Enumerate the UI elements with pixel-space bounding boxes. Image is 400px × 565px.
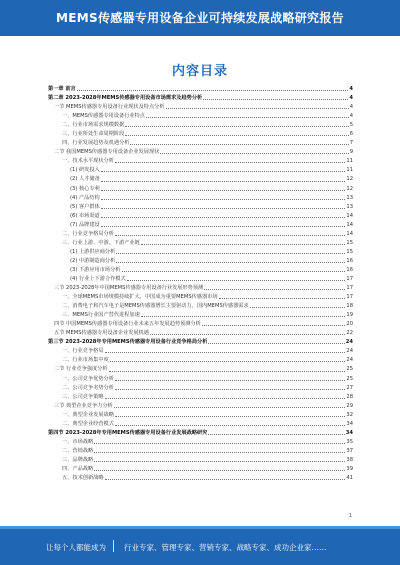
toc-entry[interactable] bbox=[48, 438, 353, 447]
toc-entry[interactable] bbox=[48, 393, 353, 402]
toc-entry-title: 三节 2023-2028年中国MEMS传感器专用设备行业发展形势预测 bbox=[54, 285, 204, 292]
toc-leader-dots bbox=[125, 135, 348, 136]
toc-entry-page: 16 bbox=[346, 266, 353, 273]
toc-entry[interactable] bbox=[48, 166, 353, 175]
toc-entry[interactable] bbox=[48, 356, 353, 365]
header-banner bbox=[0, 0, 400, 36]
toc-leader-dots bbox=[115, 416, 346, 417]
toc-leader-dots bbox=[105, 352, 346, 353]
toc-entry-title: (4) 产品结构 bbox=[70, 194, 100, 201]
toc-entry[interactable] bbox=[48, 185, 353, 194]
toc-leader-dots bbox=[94, 461, 345, 462]
toc-entry[interactable] bbox=[48, 139, 353, 148]
toc-entry-title: 一、全球MEMS市场规模持续扩大，中国成为重要MEMS传感器市场 bbox=[62, 294, 218, 301]
toc-entry[interactable] bbox=[48, 420, 353, 429]
toc-leader-dots bbox=[101, 217, 346, 218]
toc-entry-page: 24 bbox=[345, 339, 353, 346]
toc-entry-title: (4) 行业上下游合作模式 bbox=[70, 275, 126, 282]
toc-entry-page: 32 bbox=[346, 411, 353, 418]
toc-entry-page: 29 bbox=[346, 402, 353, 409]
toc-entry-page: 14 bbox=[346, 230, 353, 237]
toc-entry[interactable] bbox=[48, 365, 353, 374]
toc-entry-page: 41 bbox=[346, 475, 353, 482]
toc-entry-title: 三、公司竞争策略 bbox=[62, 393, 104, 400]
toc-leader-dots bbox=[94, 443, 345, 444]
toc-entry-page: 7 bbox=[349, 140, 353, 147]
toc-entry-title: (2) 中游制造商分析 bbox=[70, 257, 116, 264]
toc-entry[interactable] bbox=[48, 429, 353, 438]
toc-entry-page: 15 bbox=[346, 239, 353, 246]
toc-entry-page: 35 bbox=[346, 438, 353, 445]
toc-entry-page: 22 bbox=[346, 330, 353, 337]
toc-entry[interactable] bbox=[48, 112, 353, 121]
toc-leader-dots bbox=[166, 108, 349, 109]
toc-entry[interactable] bbox=[48, 411, 353, 420]
toc-leader-dots bbox=[101, 226, 346, 227]
toc-leader-dots bbox=[141, 244, 346, 245]
toc-entry[interactable] bbox=[48, 121, 353, 130]
toc-leader-dots bbox=[105, 479, 346, 480]
toc-entry[interactable] bbox=[48, 275, 353, 284]
toc-entry-page: 11 bbox=[346, 167, 353, 174]
toc-entry-title: 四节 中国MEMS传感器专用设备行业未来五年发展趋势预测分析 bbox=[54, 321, 201, 328]
toc-entry-title: 一、行业竞争格局 bbox=[62, 348, 104, 355]
toc-leader-dots bbox=[208, 343, 344, 344]
footer-divider bbox=[113, 540, 114, 552]
toc-entry[interactable] bbox=[48, 266, 353, 275]
toc-entry[interactable] bbox=[48, 293, 353, 302]
toc-leader-dots bbox=[125, 126, 348, 127]
toc-entry-page: 37 bbox=[346, 447, 353, 454]
toc-leader-dots bbox=[110, 361, 346, 362]
toc-entry-page: 25 bbox=[346, 366, 353, 373]
toc-entry-title: 一、技术水平现状分析 bbox=[62, 158, 114, 165]
toc-entry-page: 16 bbox=[346, 257, 353, 264]
toc-leader-dots bbox=[116, 262, 345, 263]
toc-leader-dots bbox=[115, 162, 346, 163]
toc-entry-page: 13 bbox=[346, 194, 353, 201]
toc-leader-dots bbox=[77, 90, 349, 91]
toc-entry[interactable] bbox=[48, 456, 353, 465]
toc-entry-title: 四、产品战略 bbox=[62, 465, 94, 472]
toc-leader-dots bbox=[115, 425, 346, 426]
toc-entry-page: 5 bbox=[349, 122, 353, 129]
toc-entry-page: 25 bbox=[346, 375, 353, 382]
toc-entry-page: 4 bbox=[349, 104, 353, 111]
toc-entry-title: (5) 客户群体 bbox=[70, 203, 100, 210]
toc-leader-dots bbox=[101, 190, 346, 191]
toc-entry[interactable] bbox=[48, 257, 353, 266]
footer-accent-strip bbox=[0, 526, 400, 529]
toc-entry-page: 12 bbox=[346, 185, 353, 192]
toc-entry-title: 三、MEMS行业国产替代进程加速 bbox=[62, 312, 140, 319]
toc-entry-page: 4 bbox=[349, 95, 353, 102]
toc-entry-page: 11 bbox=[346, 158, 353, 165]
toc-leader-dots bbox=[250, 307, 346, 308]
toc-entry[interactable] bbox=[48, 447, 353, 456]
toc-entry-title: (6) 市场渠道 bbox=[70, 212, 100, 219]
toc-entry[interactable] bbox=[48, 103, 353, 112]
toc-entry-page: 38 bbox=[346, 456, 353, 463]
toc-entry-page: 24 bbox=[346, 357, 353, 364]
toc-entry-title: (3) 核心专利 bbox=[70, 185, 100, 192]
toc-entry-page: 34 bbox=[346, 420, 353, 427]
toc-entry-title: 二节 行业竞争强度分析 bbox=[54, 366, 108, 373]
toc-entry[interactable] bbox=[48, 239, 353, 248]
toc-leader-dots bbox=[109, 371, 346, 372]
toc-leader-dots bbox=[122, 271, 346, 272]
toc-entry[interactable] bbox=[48, 203, 353, 212]
toc-entry[interactable] bbox=[48, 230, 353, 239]
toc-leader-dots bbox=[101, 208, 346, 209]
toc-entry[interactable] bbox=[48, 465, 353, 474]
toc-entry[interactable] bbox=[48, 212, 353, 221]
toc-leader-dots bbox=[202, 325, 346, 326]
toc-entry-title: 一、典型企业发展战略 bbox=[62, 411, 114, 418]
toc-entry-page: 27 bbox=[346, 384, 353, 391]
toc-leader-dots bbox=[219, 298, 346, 299]
toc-entry-title: 二节 我国MEMS传感器专用设备企业发展现状 bbox=[54, 149, 160, 156]
toc-entry-title: (1) 研发投入 bbox=[70, 167, 100, 174]
toc-entry[interactable] bbox=[48, 402, 353, 411]
toc-entry[interactable] bbox=[48, 338, 353, 347]
toc-entry-page: 4 bbox=[349, 86, 353, 92]
toc-entry[interactable] bbox=[48, 311, 353, 320]
toc-leader-dots bbox=[116, 253, 345, 254]
toc-leader-dots bbox=[105, 398, 346, 399]
toc-entry-page: 13 bbox=[346, 203, 353, 210]
toc-entry-title: 二、行业竞争格局分析 bbox=[62, 230, 114, 237]
toc-entry-title: 一、公司竞争优势分析 bbox=[62, 375, 114, 382]
footer-slogan-left: 让每个人都能成为 bbox=[46, 543, 106, 552]
toc-leader-dots bbox=[204, 289, 345, 290]
toc-leader-dots bbox=[101, 199, 346, 200]
toc-leader-dots bbox=[101, 171, 346, 172]
toc-entry-title: 三、品牌战略 bbox=[62, 456, 94, 463]
toc-leader-dots bbox=[127, 280, 346, 281]
toc-leader-dots bbox=[101, 181, 346, 182]
toc-entry[interactable] bbox=[48, 194, 353, 203]
toc-entry-page: 19 bbox=[346, 312, 353, 319]
toc-entry[interactable] bbox=[48, 347, 353, 356]
toc-entry-title: 一、MEMS传感器专用设备行业特点 bbox=[62, 113, 145, 120]
toc-entry[interactable] bbox=[48, 130, 353, 139]
toc-entry-title: 第三节 2023-2028年专用MEMS传感器专用设备行业竞争格局分析 bbox=[48, 339, 208, 346]
toc-entry-page: 18 bbox=[346, 303, 353, 310]
toc-entry-title: 三节 典型企业竞争力分析 bbox=[54, 402, 113, 409]
page-number: 1 bbox=[348, 513, 352, 519]
toc-entry[interactable] bbox=[48, 329, 353, 338]
toc-entry-page: 20 bbox=[346, 321, 353, 328]
toc-entry-title: 二、行业市场集中度 bbox=[62, 357, 109, 364]
toc-entry-title: 一节 MEMS传感器专用设备行业现状及特点分析 bbox=[54, 104, 165, 111]
toc-entry-page: 9 bbox=[349, 149, 353, 156]
toc-entry[interactable] bbox=[48, 474, 353, 483]
toc-leader-dots bbox=[146, 117, 349, 118]
toc-entry-title: (7) 品牌建设 bbox=[70, 221, 100, 228]
toc-entry-page: 4 bbox=[349, 113, 353, 120]
toc-leader-dots bbox=[94, 470, 345, 471]
toc-leader-dots bbox=[94, 452, 345, 453]
toc-leader-dots bbox=[141, 316, 346, 317]
toc-entry-page: 28 bbox=[346, 393, 353, 400]
toc-list bbox=[48, 85, 353, 483]
toc-entry[interactable] bbox=[48, 148, 353, 157]
toc-entry-title: 四、行业发展趋势及机遇分析 bbox=[62, 140, 130, 147]
toc-entry-title: (2) 人才储备 bbox=[70, 176, 100, 183]
toc-heading: 内容目录 bbox=[171, 64, 228, 79]
toc-entry-title: 二、典型企业经营模式 bbox=[62, 420, 114, 427]
toc-entry[interactable] bbox=[48, 94, 353, 103]
toc-leader-dots bbox=[160, 153, 348, 154]
toc-entry-title: (1) 上游供应商分析 bbox=[70, 248, 116, 255]
toc-entry-title: 二、营销战略 bbox=[62, 447, 94, 454]
toc-entry-page: 24 bbox=[346, 348, 353, 355]
toc-entry-page: 17 bbox=[346, 294, 353, 301]
toc-entry[interactable] bbox=[48, 375, 353, 384]
toc-leader-dots bbox=[208, 434, 344, 435]
toc-leader-dots bbox=[150, 334, 345, 335]
toc-entry-page: 12 bbox=[346, 176, 353, 183]
toc-entry-title: 三、行业所处生命周期阶段 bbox=[62, 131, 125, 138]
toc-entry[interactable] bbox=[48, 302, 353, 311]
toc-entry[interactable] bbox=[48, 284, 353, 293]
toc-entry-page: 34 bbox=[345, 429, 353, 436]
toc-entry-title: 第二章 2023-2028年MEMS传感器专用设备市场需求及趋势分析 bbox=[48, 95, 203, 102]
toc-entry[interactable] bbox=[48, 157, 353, 166]
toc-entry-title: 第四节 2023-2028年专用MEMS传感器专用设备行业发展战略研究 bbox=[48, 429, 208, 436]
toc-entry[interactable] bbox=[48, 85, 353, 94]
toc-entry-page: 39 bbox=[346, 465, 353, 472]
toc-entry-page: 14 bbox=[346, 212, 353, 219]
toc-entry[interactable] bbox=[48, 320, 353, 329]
toc-leader-dots bbox=[130, 144, 348, 145]
toc-leader-dots bbox=[114, 407, 346, 408]
toc-entry-page: 17 bbox=[346, 285, 353, 292]
toc-entry-title: 二、行业市场需求规模数据 bbox=[62, 122, 125, 129]
toc-entry-title: 五、技术创新战略 bbox=[62, 475, 104, 482]
toc-entry-title: 二、公司竞争劣势分析 bbox=[62, 384, 114, 391]
toc-leader-dots bbox=[115, 389, 346, 390]
footer-slogan-right: 行业专家、管理专家、营销专家、战略专家、成功企业家…… bbox=[124, 543, 327, 552]
toc-entry-title: 第一章 前言 bbox=[48, 86, 76, 92]
toc-entry-page: 15 bbox=[346, 248, 353, 255]
toc-entry-page: 17 bbox=[346, 275, 353, 282]
toc-entry-title: 五节 MEMS传感器专用设备企业发展机遇 bbox=[54, 330, 149, 337]
report-title: MEMS传感器专用设备企业可持续发展战略研究报告 bbox=[56, 11, 344, 25]
toc-entry[interactable] bbox=[48, 175, 353, 184]
toc-leader-dots bbox=[115, 235, 346, 236]
toc-entry[interactable] bbox=[48, 221, 353, 230]
toc-entry-page: 6 bbox=[349, 131, 353, 138]
toc-entry-title: 一、市场战略 bbox=[62, 438, 94, 445]
footer-banner bbox=[0, 526, 400, 565]
toc-entry[interactable] bbox=[48, 384, 353, 393]
toc-entry-title: 三、行业上游、中游、下游产业链 bbox=[62, 239, 140, 246]
toc-entry[interactable] bbox=[48, 248, 353, 257]
toc-leader-dots bbox=[115, 380, 346, 381]
toc-entry-title: (3) 下游应用市场分析 bbox=[70, 266, 121, 273]
toc-entry-title: 二、消费电子和汽车电子是MEMS传感器增长主要驱动力，国内MEMS传感器需求 bbox=[62, 303, 249, 310]
toc-entry-page: 14 bbox=[346, 221, 353, 228]
toc-leader-dots bbox=[203, 99, 348, 100]
